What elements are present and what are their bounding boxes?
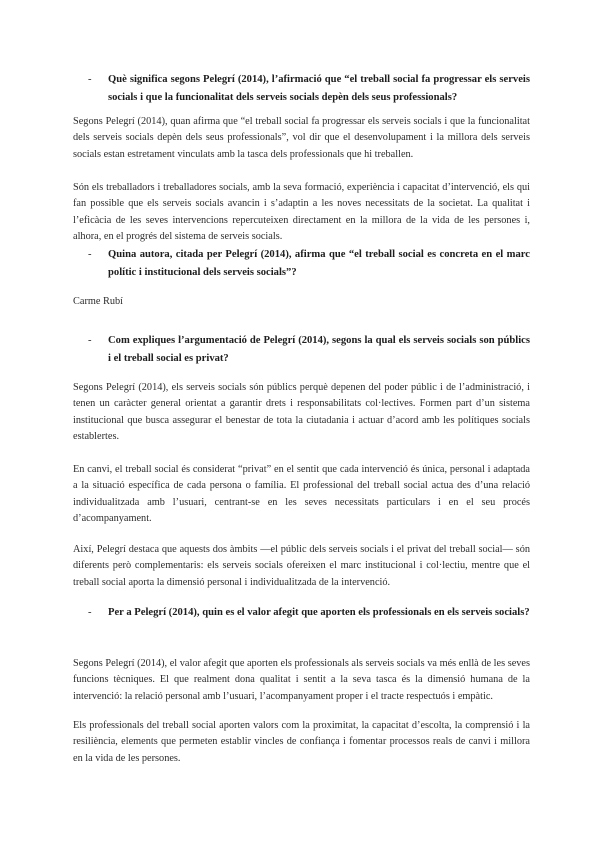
bullet-dash: - xyxy=(88,74,92,85)
question-2 xyxy=(88,246,530,282)
paragraph-answer-3c: Així, Pelegrí destaca que aquests dos àmbits —el públic dels serveis socials i el privat del treball social— són diferents però complementaris: els serveis socials ofereixen el marc institucional i col·lectiu, mentre que el treball social aporta la dimensió personal i individualitzada de la intervenció. xyxy=(73,544,530,588)
paragraph-answer-1: Segons Pelegrí (2014), quan afirma que “el treball social fa progressar els serveis socials i que la funcionalitat dels serveis socials depèn dels seus professionals”, vol dir que el desenvolupament i la millora dels serveis socials estan estretament vinculats amb la tasca dels professionals que hi treballen. xyxy=(73,116,530,160)
paragraph-answer-3: Segons Pelegrí (2014), els serveis socials són públics perquè depenen del poder públic i de l’administració, i tenen un caràcter general orientat a garantir drets i responsabilitats col·lectives. Formen part d’un sistema institucional que busca assegurar el benestar de tota la ciutadania i actuar d’acord amb les polítiques socials establertes. xyxy=(73,382,530,443)
question-text: Quina autora, citada per Pelegrí (2014), afirma que “el treball social es concreta en el marc polític i institucional dels serveis socials”? xyxy=(108,249,530,278)
question-4 xyxy=(88,604,530,622)
bullet-dash: - xyxy=(88,335,92,346)
question-text: Per a Pelegrí (2014), quin es el valor afegit que aporten els professionals en els serveis socials? xyxy=(108,607,530,618)
question-text: Com expliques l’argumentació de Pelegrí (2014), segons la qual els serveis socials son públics i el treball social es privat? xyxy=(108,335,530,364)
question-text: Què significa segons Pelegrí (2014), l’afirmació que “el treball social fa progressar els serveis socials i que la funcionalitat dels serveis socials depèn dels seus professionals? xyxy=(108,74,530,103)
paragraph-answer-3b: En canvi, el treball social és considerat “privat” en el sentit que cada intervenció és única, personal i adaptada a la situació específica de cada persona o família. El professional del treball social actua des d’una relació individualitzada amb l’usuari, centrant-se en les seves necessitats particulars i en el seu procés d’acompanyament. xyxy=(73,464,530,525)
question-3 xyxy=(88,332,530,368)
bullet-dash: - xyxy=(88,607,92,618)
paragraph-answer-4: Segons Pelegrí (2014), el valor afegit que aporten els professionals als serveis socials va més enllà de les seves funcions tècniques. El que realment dona qualitat i sentit a la seva tasca és la dimensió humana de la intervenció: la relació personal amb l’usuari, l’acompanyament proper i el tracte respectuós i empàtic. xyxy=(73,658,530,702)
paragraph-answer-2: Carme Rubí xyxy=(73,296,124,307)
question-1 xyxy=(88,71,530,107)
paragraph-answer-4b: Els professionals del treball social aporten valors com la proximitat, la capacitat d’escolta, la comprensió i la resiliència, elements que permeten establir vincles de confiança i fomentar processos reals de canvi i millora en la vida de les persones. xyxy=(73,720,530,764)
bullet-dash: - xyxy=(88,249,92,260)
paragraph-answer-1b: Són els treballadors i treballadores socials, amb la seva formació, experiència i capacitat d’intervenció, els qui fan possible que els serveis socials avancin i s’adaptin a les noves necessitats de la societat. La qualitat i l’eficàcia de les seves intervencions repercuteixen directament en la millora de la vida de les persones i, alhora, en el progrés del sistema de serveis socials. xyxy=(73,182,530,243)
